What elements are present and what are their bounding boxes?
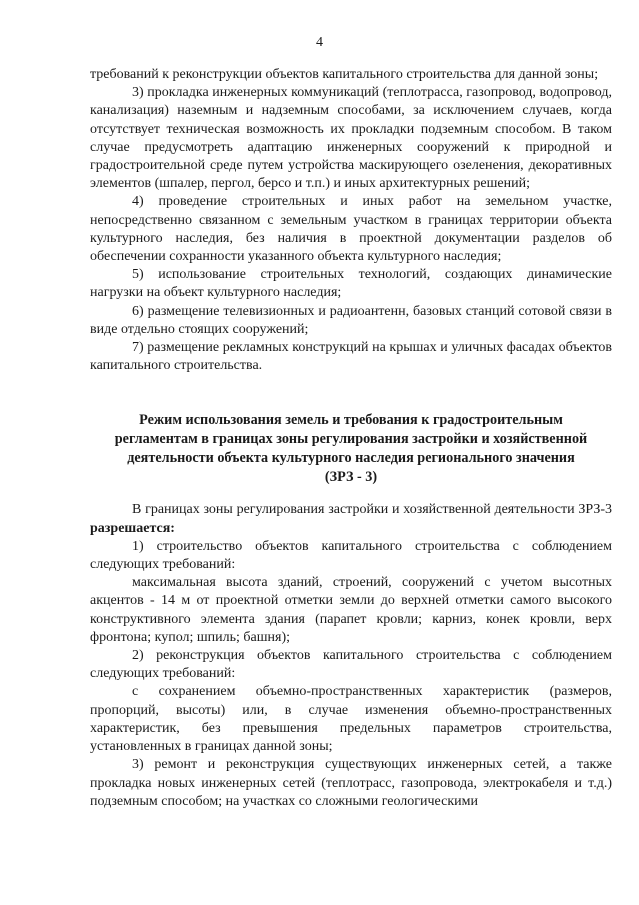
intro-paragraph <box>90 501 612 537</box>
list-item-1: 1) строительство объектов капитального строительства с соблюдением следующих требований: <box>90 538 612 573</box>
intro-bold-text: разрешается: <box>90 520 175 536</box>
list-item-2-detail: с сохранением объемно-пространственных характеристик (размеров, пропорций, высоты) или, в случае изменения объемно-пространственных характеристик, без превышения предельных параметров строительства, установленных в границах данной зоны; <box>90 684 612 755</box>
page-number: 4 <box>316 35 323 50</box>
heading-line: Режим использования земель и требования к градостроительным <box>139 412 563 429</box>
list-item-3: 3) прокладка инженерных коммуникаций (теплотрасса, газопровод, водопровод, канализация) наземным и надземным способами, за исключением случаев, когда отсутствует техническая возможность их прокладки подземным способом. В таком случае предусмотреть адаптацию инженерных сооружений к природной и градостроительной среде путем устройства маскирующего озеленения, декоративных элементов (шпалер, пергол, берсо и т.п.) и иных архитектурных решений; <box>90 85 612 192</box>
list-item-2: 2) реконструкция объектов капитального строительства с соблюдением следующих требований: <box>90 648 612 682</box>
list-item-4: 4) проведение строительных и иных работ на земельном участке, непосредственно связанном с земельным участком в границах территории объекта культурного наследия, без наличия в проектной документации разделов об обеспечении сохранности указанного объекта культурного наследия; <box>90 194 612 265</box>
paragraph-continuation: требований к реконструкции объектов капитального строительства для данной зоны; <box>90 67 599 82</box>
intro-text: В границах зоны регулирования застройки и хозяйственной деятельности ЗРЗ-3 <box>132 502 612 518</box>
section-heading <box>90 411 612 487</box>
list-item-7: 7) размещение рекламных конструкций на крышах и уличных фасадах объектов капитального строительства. <box>90 340 612 374</box>
list-item-1-detail: максимальная высота зданий, строений, сооружений с учетом высотных акцентов - 14 м от проектной отметки земли до верхней отметки самого высокого конструктивного элемента здания (парапет кровли; карниз, конек кровли, верх фронтона; купол; шпиль; башня); <box>90 575 612 645</box>
document-body <box>90 66 612 811</box>
heading-line: (ЗРЗ - 3) <box>324 469 378 486</box>
heading-line: регламентам в границах зоны регулирования застройки и хозяйственной <box>114 431 588 448</box>
list-item-5: 5) использование строительных технологий, создающих динамические нагрузки на объект культурного наследия; <box>90 267 612 301</box>
list-item-6: 6) размещение телевизионных и радиоантенн, базовых станций сотовой связи в виде отдельно стоящих сооружений; <box>90 303 612 337</box>
list-item-3b: 3) ремонт и реконструкция существующих инженерных сетей, а также прокладка новых инженерных сетей (теплотрасс, газопровода, электрокабеля и т.д.) подземным способом; на участках со сложными геологическими <box>90 757 612 809</box>
heading-line: деятельности объекта культурного наследия регионального значения <box>127 450 575 467</box>
